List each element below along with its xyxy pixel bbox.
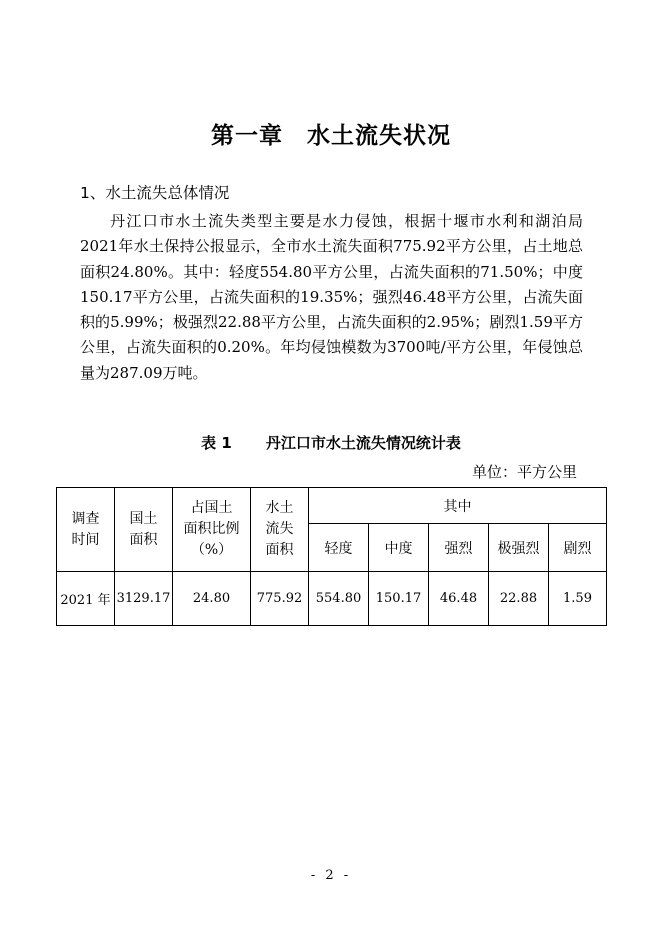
header-mild: 轻度 bbox=[309, 524, 369, 572]
header-survey-time bbox=[57, 488, 115, 572]
table-caption-title: 丹江口市水土流失情况统计表 bbox=[265, 434, 461, 452]
header-erosion-area bbox=[251, 488, 309, 572]
cell-erosion-area: 775.92 bbox=[251, 572, 309, 626]
header-severe: 剧烈 bbox=[549, 524, 607, 572]
cell-mild: 554.80 bbox=[309, 572, 369, 626]
header-ratio-line: 面积比例 bbox=[183, 521, 240, 537]
header-erosion-area-line: 面积 bbox=[265, 542, 294, 558]
header-erosion-area-line: 水土 bbox=[265, 500, 294, 516]
cell-very-intense: 22.88 bbox=[489, 572, 549, 626]
table-unit-label: 单位：平方公里 bbox=[471, 463, 577, 481]
header-ratio-line: 占国土 bbox=[190, 500, 233, 516]
body-paragraph: 丹江口市水土流失类型主要是水力侵蚀，根据十堰市水利和湖泊局2021年水土保持公报显示，全市水土流失面积775.92平方公里，占土地总面积24.80%。其中：轻度554.80平方公里，占流失面积的71.50%；中度150.17平方公里，占流失面积的19.35%；强烈46.48平方公里，占流失面积的5.99%；极强烈22.88平方公里，占流失面积的2.95%；剧烈1.59平方公里，占流失面积的0.20%。年均侵蚀模数为3700吨/平方公里，年侵蚀总量为287.09万吨。 bbox=[80, 212, 583, 382]
cell-severe: 1.59 bbox=[549, 572, 607, 626]
cell-land-area: 3129.17 bbox=[115, 572, 173, 626]
header-land-area-line: 面积 bbox=[129, 531, 158, 548]
page-number: - 2 - bbox=[310, 868, 352, 883]
cell-year: 2021 年 bbox=[57, 572, 115, 626]
section-heading: 1、水土流失总体情况 bbox=[80, 184, 230, 202]
table-caption-number: 表 1 bbox=[201, 434, 232, 452]
header-group-of-which: 其中 bbox=[309, 488, 607, 524]
table-caption bbox=[0, 432, 662, 453]
erosion-stats-table bbox=[56, 487, 607, 626]
cell-intense: 46.48 bbox=[429, 572, 489, 626]
header-land-area bbox=[115, 488, 173, 572]
table-header-row bbox=[57, 488, 607, 524]
header-moderate: 中度 bbox=[369, 524, 429, 572]
header-very-intense: 极强烈 bbox=[489, 524, 549, 572]
chapter-title: 第一章 水土流失状况 bbox=[211, 123, 451, 149]
header-survey-time-line: 调查 bbox=[71, 510, 100, 527]
header-ratio bbox=[173, 488, 251, 572]
table-row bbox=[57, 572, 607, 626]
header-land-area-line: 国土 bbox=[129, 510, 158, 527]
header-intense: 强烈 bbox=[429, 524, 489, 572]
cell-moderate: 150.17 bbox=[369, 572, 429, 626]
header-erosion-area-line: 流失 bbox=[265, 521, 294, 537]
cell-ratio: 24.80 bbox=[173, 572, 251, 626]
header-ratio-line: （%） bbox=[190, 542, 233, 558]
header-survey-time-line: 时间 bbox=[71, 531, 100, 548]
